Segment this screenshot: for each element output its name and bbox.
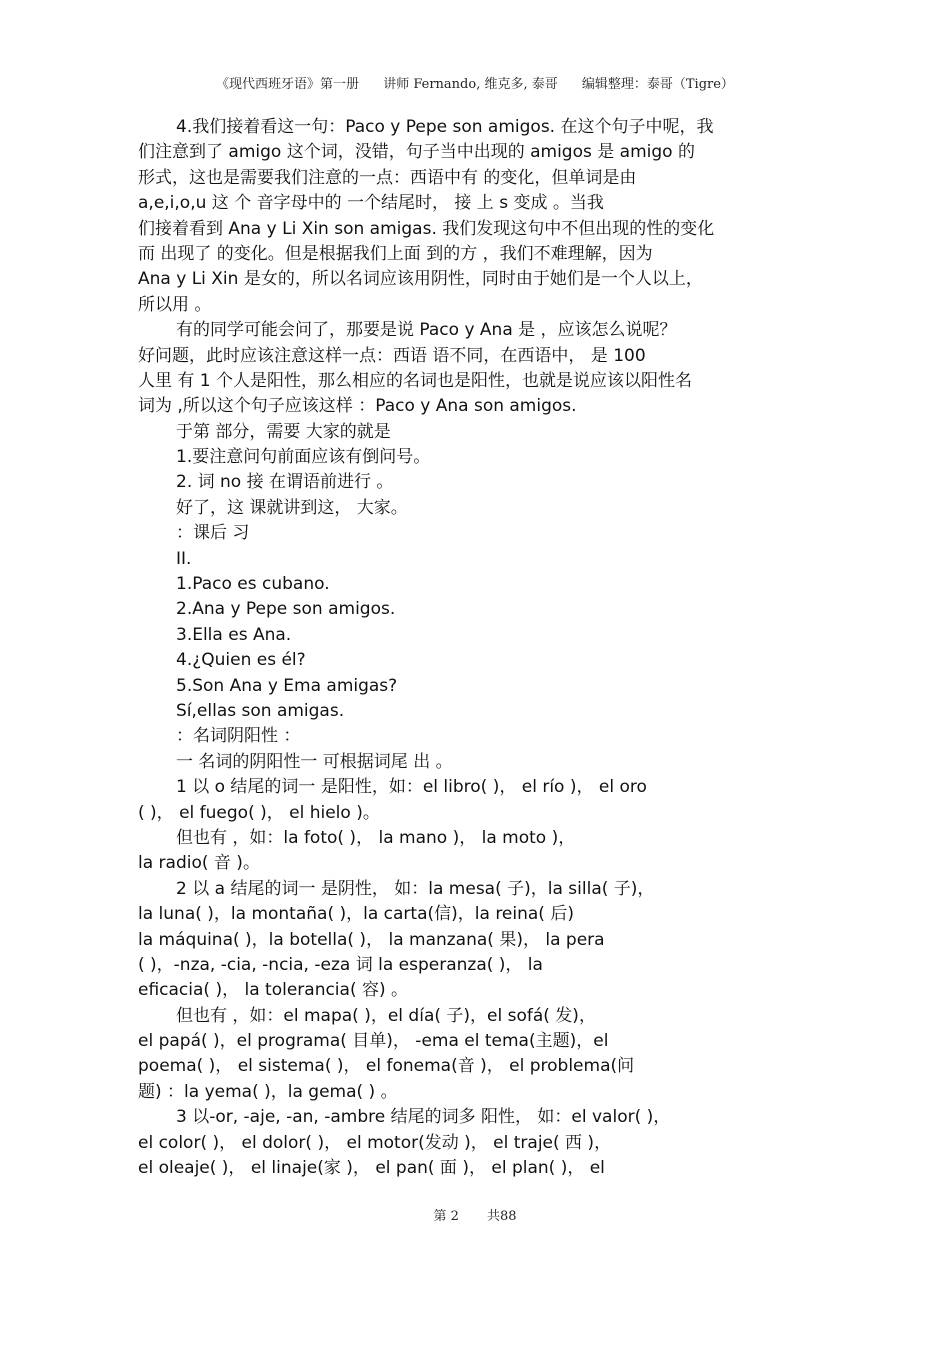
text-line: la luna( )，la montaña( )，la carta(信)，la reina( 后) [138, 904, 574, 925]
text-line: 3.Ella es Ana. [176, 624, 292, 645]
text-line: 们接着看到 Ana y Li Xin son amigas. 我们发现这句中不但出现的性的变化 [138, 218, 715, 239]
lecturer-credit: 讲师 Fernando, 维克多, 泰哥 [383, 77, 558, 92]
page-footer [0, 1205, 950, 1224]
text-line: la máquina( )，la botella( )， la manzana( 果)， la pera [138, 929, 605, 950]
text-line: 好了，这 课就讲到这， 大家。 [176, 497, 408, 518]
text-line: a,e,i,o,u 这 个 音字母中的 一个结尾时， 接 上 s 变成 。当我 [138, 193, 604, 214]
text-line: 但也有 ，如：el mapa( )，el día( 子)，el sofá( 发)， [176, 1005, 596, 1026]
text-line: 好问题，此时应该注意这样一点：西语 语不同，在西语中， 是 100 [138, 345, 646, 366]
text-line: 1 以 o 结尾的词一 是阳性，如：el libro( )， el río )， el oro [176, 777, 647, 798]
text-line: Sí,ellas son amigas. [176, 700, 345, 721]
text-line: el papá( )，el programa( 目单)， -ema el tema(主题)，el [138, 1031, 609, 1052]
text-line: ：名词阴阳性 ： [176, 726, 301, 747]
page-number: 第 2 [433, 1209, 459, 1224]
page-header [0, 73, 950, 92]
page-total: 共88 [487, 1209, 517, 1224]
text-line: 们注意到了 amigo 这个词，没错，句子当中出现的 amigos 是 amigo 的 [138, 142, 695, 163]
text-line: 于第 部分，需要 大家的就是 [176, 421, 391, 442]
text-line: 3 以-or, -aje, -an, -ambre 结尾的词多 阳性， 如：el valor( )， [176, 1107, 671, 1128]
text-line: el oleaje( )， el linaje(家 )， el pan( 面 )， el plan( )， el [138, 1158, 605, 1179]
text-line: 4.¿Quien es él? [176, 650, 306, 671]
text-line: 2. 词 no 接 在谓语前进行 。 [176, 472, 394, 493]
text-line: ：课后 习 [176, 523, 250, 544]
text-line: poema( )， el sistema( )， el fonema(音 )， el problema(问 [138, 1056, 635, 1077]
text-line: Ana y Li Xin 是女的，所以名词应该用阴性，同时由于她们是一个人以上， [138, 269, 703, 290]
text-line: 2 以 a 结尾的词一 是阴性， 如：la mesa( 子)，la silla( 子)， [176, 878, 655, 899]
text-line: eficacia( )， la tolerancia( 容) 。 [138, 980, 409, 1001]
text-line: 形式，这也是需要我们注意的一点：西语中有 的变化，但单词是由 [138, 167, 637, 188]
text-line: II. [176, 548, 192, 569]
text-line: 所以用 。 [138, 294, 212, 315]
text-line: 一 名词的阴阳性一 可根据词尾 出 。 [176, 751, 453, 772]
text-line: ( )，-nza, -cia, -ncia, -eza 词 la esperanza( )， la [138, 954, 543, 975]
text-line: 但也有 ，如：la foto( )， la mano )， la moto )， [176, 827, 576, 848]
text-line: 题) ：la yema( )，la gema( ) 。 [138, 1081, 398, 1102]
editor-credit: 编辑整理：泰哥（Tigre） [581, 77, 734, 92]
text-line: la radio( 音 )。 [138, 853, 260, 874]
text-line: el color( )， el dolor( )， el motor(发动 )， el traje( 西 )， [138, 1132, 612, 1153]
document-body [138, 115, 800, 1181]
text-line: 词为 ,所以这个句子应该这样 ：Paco y Ana son amigos. [138, 396, 577, 417]
text-line: 而 出现了 的变化。但是根据我们上面 到的方 ，我们不难理解，因为 [138, 243, 653, 264]
text-line: 4.我们接着看这一句：Paco y Pepe son amigos. 在这个句子中呢，我 [176, 117, 714, 137]
text-line: 人里 有 1 个人是阳性，那么相应的名词也是阳性，也就是说应该以阳性名 [138, 370, 693, 391]
text-line: 5.Son Ana y Ema amigas? [176, 675, 398, 696]
text-line: 1.Paco es cubano. [176, 574, 330, 595]
text-line: 有的同学可能会问了，那要是说 Paco y Ana 是 ，应该怎么说呢？ [176, 320, 677, 341]
book-title: 《现代西班牙语》第一册 [216, 77, 360, 92]
text-line: 2.Ana y Pepe son amigos. [176, 599, 396, 620]
text-line: 1.要注意问句前面应该有倒问号。 [176, 447, 431, 468]
text-line: ( )， el fuego( )， el hielo )。 [138, 802, 380, 823]
